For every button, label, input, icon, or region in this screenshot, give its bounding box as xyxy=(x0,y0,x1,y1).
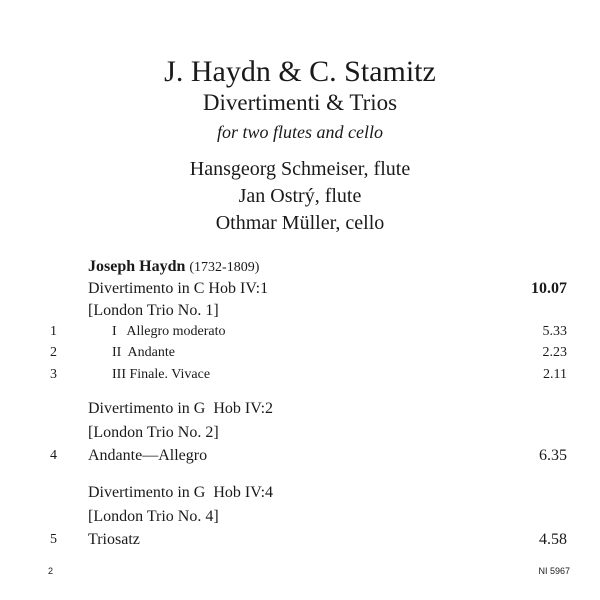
track-duration: 6.35 xyxy=(539,447,567,464)
work-title-row xyxy=(0,398,600,420)
work-subtitle-row xyxy=(0,300,600,322)
performer: Jan Ostrý, flute xyxy=(238,185,362,207)
track-duration: 4.58 xyxy=(539,531,567,548)
work-title-row xyxy=(0,482,600,504)
track-number: 5 xyxy=(50,532,57,547)
track-duration: 2.11 xyxy=(543,367,567,382)
track-title: Andante—Allegro xyxy=(88,447,208,464)
work-title: Divertimento in G Hob IV:4 xyxy=(88,484,274,501)
track-row xyxy=(0,364,600,386)
work-title-row xyxy=(0,278,600,300)
track-duration: 2.23 xyxy=(542,345,567,360)
work-title: Divertimento in C Hob IV:1 xyxy=(88,280,269,297)
track-number: 4 xyxy=(50,448,57,463)
album-title: J. Haydn & C. Stamitz xyxy=(164,55,436,88)
track-title: Triosatz xyxy=(88,531,140,548)
instrumentation: for two flutes and cello xyxy=(217,122,383,142)
performer: Othmar Müller, cello xyxy=(215,212,385,234)
catalog-number: NI 5967 xyxy=(538,566,570,576)
work-subtitle: [London Trio No. 4] xyxy=(88,508,219,525)
composer-heading xyxy=(88,256,259,279)
track-row xyxy=(0,342,600,364)
track-duration: 5.33 xyxy=(542,324,567,339)
performers-list xyxy=(0,156,600,237)
movement-title: II Andante xyxy=(112,345,175,360)
track-number: 1 xyxy=(50,324,57,339)
composer-dates: (1732-1809) xyxy=(189,260,260,275)
work-subtitle-row xyxy=(0,422,600,444)
work-subtitle: [London Trio No. 2] xyxy=(88,424,219,441)
work-subtitle: [London Trio No. 1] xyxy=(88,302,219,319)
track-number: 2 xyxy=(50,345,57,360)
track-row xyxy=(0,445,600,467)
track-number: 3 xyxy=(50,367,57,382)
track-row xyxy=(0,321,600,343)
album-subtitle: Divertimenti & Trios xyxy=(202,90,398,115)
performer: Hansgeorg Schmeiser, flute xyxy=(189,158,411,180)
work-title: Divertimento in G Hob IV:2 xyxy=(88,400,274,417)
movement-title: III Finale. Vivace xyxy=(112,367,211,382)
track-row xyxy=(0,529,600,551)
page-number: 2 xyxy=(48,566,54,576)
work-total-duration: 10.07 xyxy=(531,280,567,297)
work-subtitle-row xyxy=(0,506,600,528)
movement-title: I Allegro moderato xyxy=(112,324,226,339)
composer-name: Joseph Haydn xyxy=(88,258,186,275)
